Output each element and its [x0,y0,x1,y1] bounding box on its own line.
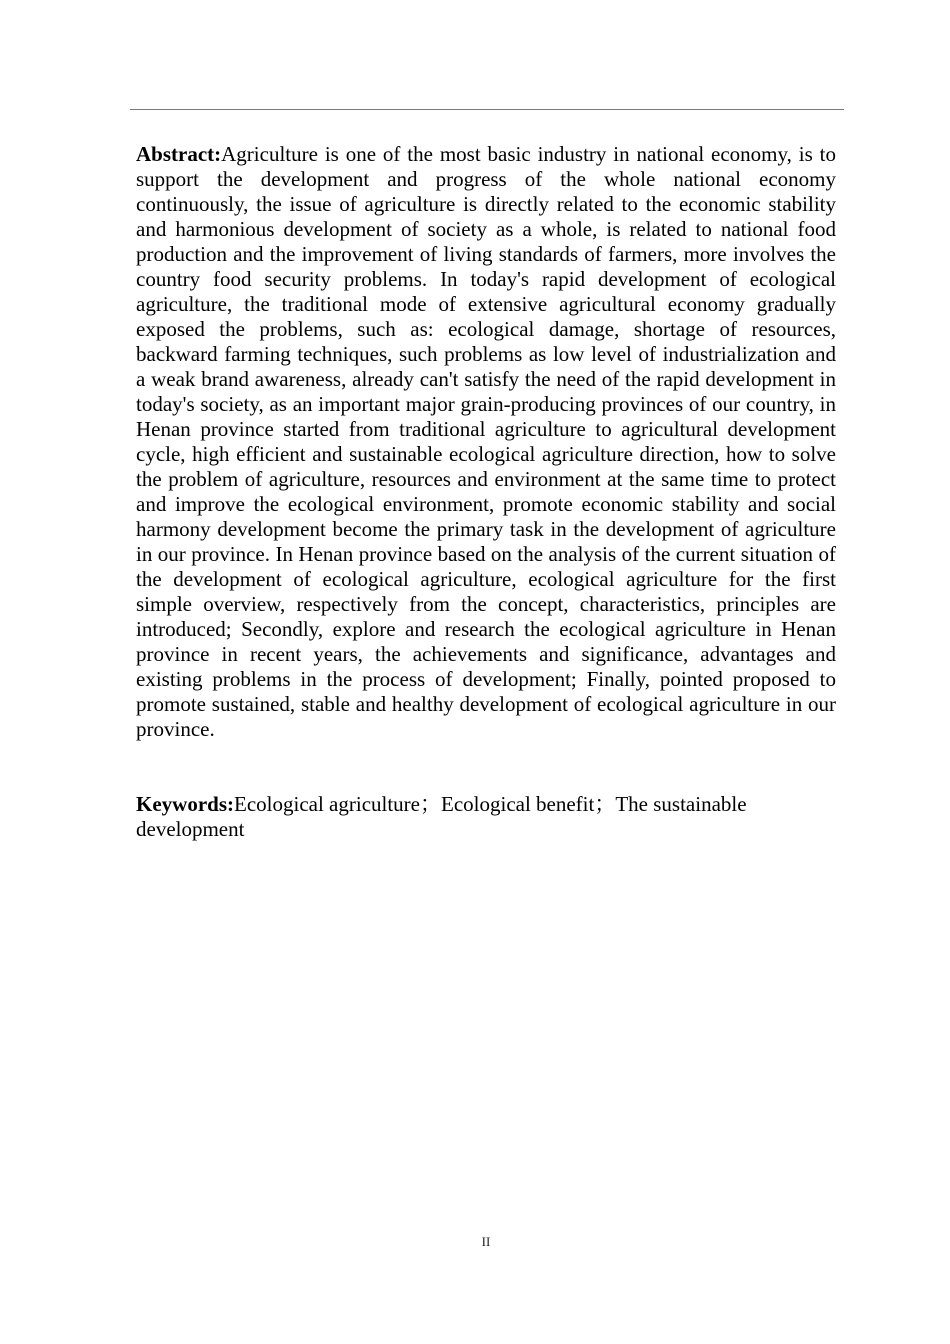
abstract-text: Agriculture is one of the most basic industry in national economy, is to support the development and progress of the whole national economy continuously, the issue of agriculture is directly related to the economic stability and harmonious development of society as a whole, is related to national food production and the improvement of living standards of farmers, more involves the country food security problems. In today's rapid development of ecological agriculture, the traditional mode of extensive agricultural economy gradually exposed the problems, such as: ecological damage, shortage of resources, backward farming techniques, such problems as low level of industrialization and a weak brand awareness, already can't satisfy the need of the rapid development in today's society, as an important major grain-producing provinces of our country, in Henan province started from traditional agriculture to agricultural development cycle, high efficient and sustainable ecological agriculture direction, how to solve the problem of agriculture, resources and environment at the same time to protect and improve the ecological environment, promote economic stability and social harmony development become the primary task in the development of agriculture in our province. In Henan province based on the analysis of the current situation of the development of ecological agriculture, ecological agriculture for the first simple overview, respectively from the concept, characteristics, principles are introduced; Secondly, explore and research the ecological agriculture in Henan province in recent years, the achievements and significance, advantages and existing problems in the process of development; Finally, pointed proposed to promote sustained, stable and healthy development of ecological agriculture in our province. [136,142,836,741]
header-rule [130,109,844,110]
keywords-paragraph [136,792,836,842]
keywords-label: Keywords: [136,792,234,816]
page-number: II [481,1234,491,1249]
keywords-text: Ecological agriculture；Ecological benefit；The sustainable development [136,792,747,841]
abstract-paragraph [136,142,836,742]
abstract-label: Abstract: [136,142,222,166]
